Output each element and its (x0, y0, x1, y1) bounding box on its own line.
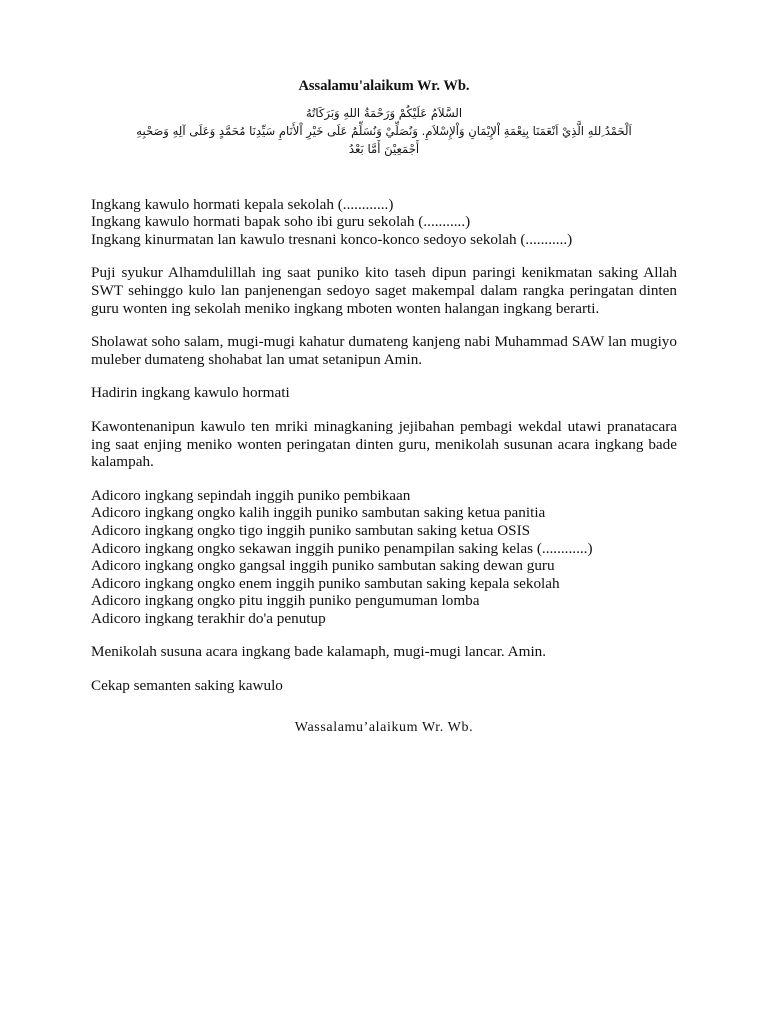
agenda-item: Adicoro ingkang ongko gangsal inggih puniko sambutan saking dewan guru (91, 557, 555, 575)
greeting-line: Ingkang kawulo hormati kepala sekolah (............) (91, 195, 394, 213)
greeting-line: Ingkang kinurmatan lan kawulo tresnani konco-konco sedoyo sekolah (...........) (91, 230, 573, 248)
arabic-salam-line: السَّلاَمُ عَلَيْكُمْ وَرَحْمَةُ اللهِ وَبَرَكَاتُهُ (305, 105, 463, 120)
opening-greeting-title: Assalamu'alaikum Wr. Wb. (298, 78, 470, 94)
agenda-item: Adicoro ingkang ongko tigo inggih puniko sambutan saking ketua OSIS (91, 521, 531, 539)
agenda-item: Adicoro ingkang sepindah inggih puniko pembikaan (91, 486, 411, 504)
arabic-opening (83, 104, 685, 158)
agenda-item: Adicoro ingkang ongko pitu inggih puniko pengumuman lomba (91, 592, 480, 610)
arabic-amma-badu-line: أَجْمَعِيْنَ أَمَّا بَعْدُ (348, 141, 420, 156)
cekap-semanten-line: Cekap semanten saking kawulo (91, 677, 283, 695)
agenda-list (91, 487, 677, 628)
agenda-item: Adicoro ingkang ongko enem inggih puniko sambutan saking kepala sekolah (91, 574, 560, 592)
greeting-line: Ingkang kawulo hormati bapak soho ibi guru sekolah (...........) (91, 213, 471, 231)
greetings-block (91, 196, 677, 249)
arabic-hamdalah-line: اَلْحَمْدُ ِللهِ الَّذِيْ اَنْعَمَنَا بِنِعْمَةِ اْلإِيْمَانِ وَاْلإِسْلاَمِ. وَنُصَلِّيْ وَنُسَلِّمُ عَلَى خَيْرِ اْلأَنَامِ سَيِّدِنَا مُحَمَّدٍ وَعَلَى آلِهِ وَصَحْبِهِ (136, 123, 632, 138)
kawontenanipun-paragraph: Kawontenanipun kawulo ten mriki minagkaning jejibahan pembagi wekdal utawi pranatacara ing saat enjing meniko wonten peringatan dinten guru, menikolah susunan acara ingkang bade kalampah. (91, 417, 677, 471)
puji-syukur-paragraph: Puji syukur Alhamdulillah ing saat puniko kito taseh dipun paringi kenikmatan saking Allah SWT sehinggo kulo lan panjenengan sedoyo saget makempal dalam rangka peringatan dinten guru wonten ing sekolah meniko ingkang mboten wonten halangan ingkang berarti. (91, 264, 677, 317)
agenda-item: Adicoro ingkang ongko kalih inggih puniko sambutan saking ketua panitia (91, 504, 546, 522)
hadirin-line: Hadirin ingkang kawulo hormati (91, 384, 290, 402)
closing-salam: Wassalamu’alaikum Wr. Wb. (294, 719, 474, 735)
sholawat-paragraph: Sholawat soho salam, mugi-mugi kahatur dumateng kanjeng nabi Muhammad SAW lan mugiyo muleber dumateng shohabat lan umat setanipun Amin. (91, 333, 677, 368)
menikolah-line: Menikolah susuna acara ingkang bade kalamaph, mugi-mugi lancar. Amin. (91, 643, 547, 661)
agenda-item: Adicoro ingkang terakhir do'a penutup (91, 609, 326, 627)
agenda-item: Adicoro ingkang ongko sekawan inggih puniko penampilan saking kelas (............) (91, 539, 593, 557)
